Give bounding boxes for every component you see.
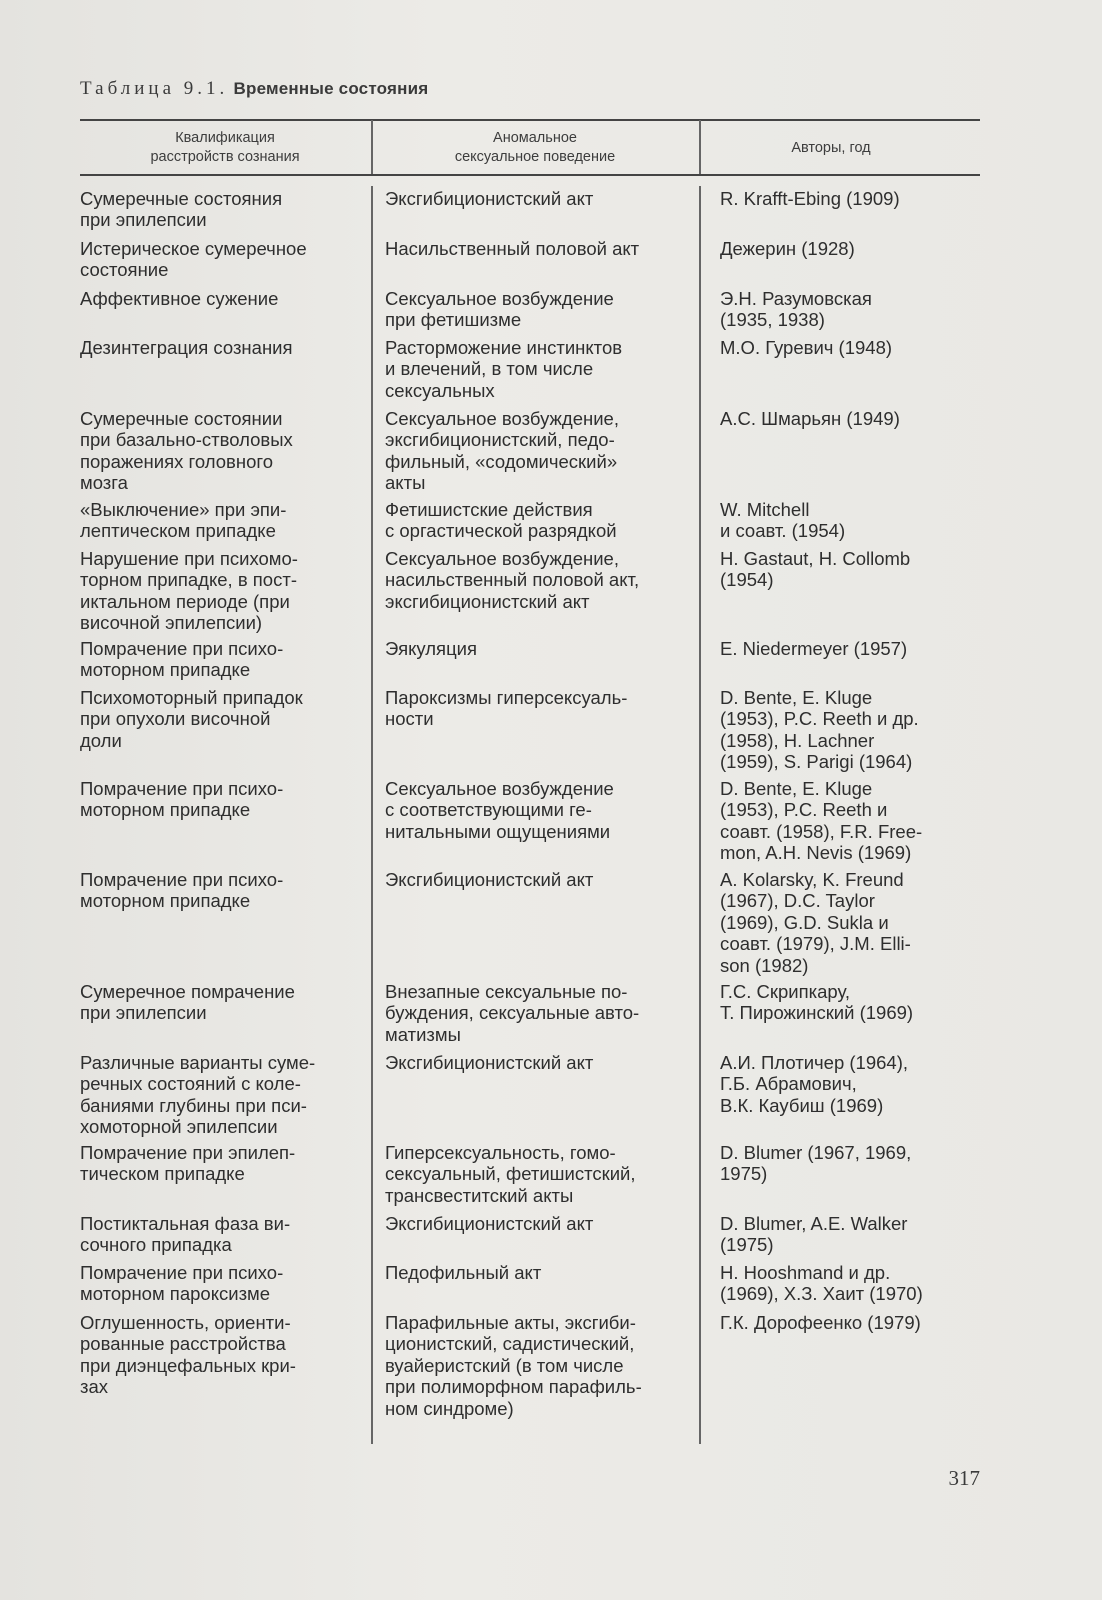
cell-authors: R. Krafft-Ebing (1909) [720,188,900,209]
cell-behavior: Эксгибиционистский акт [385,1213,594,1234]
cell-behavior: Сексуальное возбуждение при фетишизме [385,288,614,331]
table-caption-label: Таблица 9.1. [80,78,229,99]
cell-qualification: Оглушенность, ориенти- рованные расстройства при диэнцефальных кри- зах [80,1312,296,1398]
cell-behavior: Фетишистские действия с оргастической разрядкой [385,499,617,542]
cell-behavior: Педофильный акт [385,1262,542,1283]
cell-behavior: Пароксизмы гиперсексуаль- ности [385,687,628,730]
cell-qualification: Помрачение при психо- моторном припадке [80,869,284,912]
cell-qualification: Помрачение при эпилеп- тическом припадке [80,1142,296,1185]
cell-authors: D. Bente, E. Kluge (1953), P.C. Reeth и др. (1958), H. Lachner (1959), S. Parigi (1964) [720,687,919,773]
cell-authors: D. Bente, E. Kluge (1953), P.C. Reeth и соавт. (1958), F.R. Free- mon, A.H. Nevis (1969) [720,778,923,864]
cell-authors: D. Blumer, A.E. Walker (1975) [720,1213,908,1256]
column-header-authors: Авторы, год [791,139,871,156]
cell-qualification: Дезинтеграция сознания [80,337,293,358]
cell-authors: А.С. Шмарьян (1949) [720,408,900,429]
cell-qualification: Истерическое сумеречное состояние [80,238,307,281]
cell-qualification: Различные варианты суме- речных состояний с коле- баниями глубины при пси- хомоторной эпилепсии [80,1052,316,1138]
table-top-rule [80,119,980,121]
cell-behavior: Сексуальное возбуждение, насильственный половой акт, эксгибиционистский акт [385,548,640,612]
cell-authors: Г.С. Скрипкару, Т. Пирожинский (1969) [720,981,914,1024]
cell-qualification: Сумеречные состояния при эпилепсии [80,188,283,231]
cell-qualification: «Выключение» при эпи- лептическом припадке [80,499,287,542]
cell-behavior: Парафильные акты, эксгиби- ционистский, садистический, вуайеристский (в том числе при полиморфном парафиль- ном синдроме) [385,1312,642,1419]
column-header-qualification: Квалификация расстройств сознания [150,130,300,165]
cell-behavior: Эксгибиционистский акт [385,1052,594,1073]
cell-qualification: Постиктальная фаза ви- сочного припадка [80,1213,291,1256]
cell-behavior: Эксгибиционистский акт [385,188,594,209]
cell-qualification: Психомоторный припадок при опухоли височной доли [80,687,303,751]
cell-authors: D. Blumer (1967, 1969, 1975) [720,1142,912,1185]
table-caption-title: Временные состояния [233,79,429,98]
cell-authors: М.О. Гуревич (1948) [720,337,893,358]
cell-authors: H. Hooshmand и др. (1969), Х.З. Хаит (1970) [720,1262,923,1305]
cell-authors: W. Mitchell и соавт. (1954) [720,499,846,542]
cell-qualification: Сумеречное помрачение при эпилепсии [80,981,295,1024]
table-header-rule [80,174,980,176]
cell-behavior: Эякуляция [385,638,478,659]
cell-authors: H. Gastaut, H. Collomb (1954) [720,548,911,591]
cell-authors: Э.Н. Разумовская (1935, 1938) [720,288,872,331]
cell-behavior: Насильственный половой акт [385,238,640,259]
cell-qualification: Сумеречные состоянии при базально-стволовых поражениях головного мозга [80,408,293,494]
cell-behavior: Гиперсексуальность, гомо- сексуальный, фетишистский, трансвеститский акты [385,1142,636,1206]
cell-behavior: Сексуальное возбуждение, эксгибиционистский, педо- фильный, «содомический» акты [385,408,619,494]
table-caption [80,78,428,100]
cell-authors: Г.К. Дорофеенко (1979) [720,1312,921,1333]
column-header-behavior: Аномальное сексуальное поведение [454,130,616,165]
cell-qualification: Аффективное сужение [80,288,279,309]
cell-authors: Дежерин (1928) [720,238,855,259]
cell-authors: E. Niedermeyer (1957) [720,638,908,659]
cell-authors: A. Kolarsky, K. Freund (1967), D.C. Taylor (1969), G.D. Sukla и соавт. (1979), J.M. Elli- son (1982) [720,869,911,976]
cell-behavior: Сексуальное возбуждение с соответствующими ге- нитальными ощущениями [385,778,614,842]
cell-qualification: Нарушение при психомо- торном припадке, в пост- иктальном периоде (при височной эпилепсии) [80,548,298,634]
cell-authors: А.И. Плотичер (1964), Г.Б. Абрамович, В.К. Каубиш (1969) [720,1052,909,1116]
page-number: 317 [948,1466,980,1490]
cell-behavior: Расторможение инстинктов и влечений, в том числе сексуальных [385,337,623,401]
cell-qualification: Помрачение при психо- моторном припадке [80,778,284,821]
cell-qualification: Помрачение при психо- моторном пароксизме [80,1262,284,1305]
cell-behavior: Эксгибиционистский акт [385,869,594,890]
cell-qualification: Помрачение при психо- моторном припадке [80,638,284,681]
cell-behavior: Внезапные сексуальные по- буждения, сексуальные авто- матизмы [385,981,640,1045]
